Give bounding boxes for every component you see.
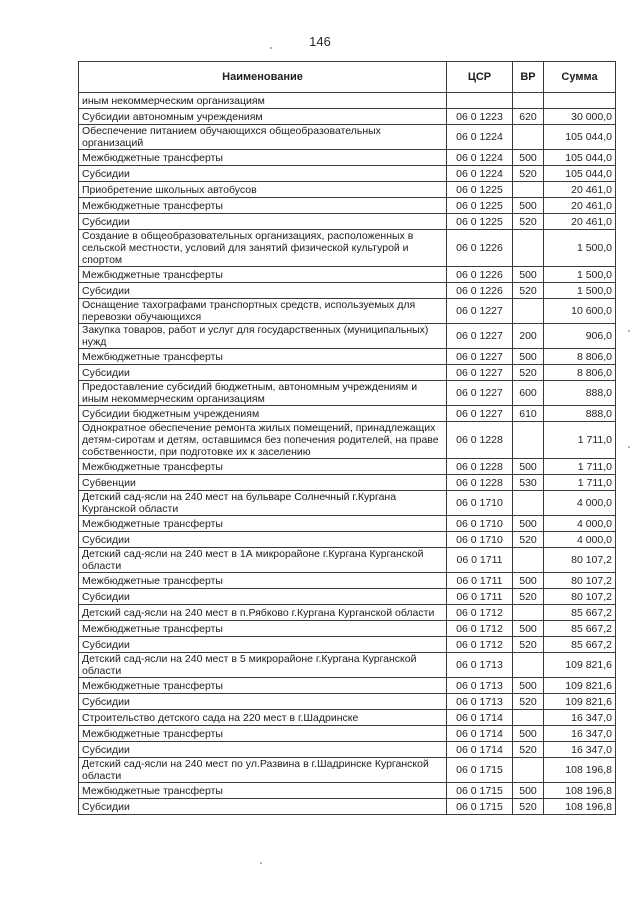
row-vr: 520 (513, 637, 544, 653)
table-row (79, 166, 616, 182)
row-vr (513, 548, 544, 573)
row-code: 06 0 1224 (447, 125, 513, 150)
row-sum: 1 711,0 (544, 459, 616, 475)
row-vr (513, 605, 544, 621)
row-sum: 105 044,0 (544, 125, 616, 150)
row-code: 06 0 1228 (447, 459, 513, 475)
row-name: Межбюджетные трансферты (79, 516, 447, 532)
row-name: Межбюджетные трансферты (79, 783, 447, 799)
row-name: Межбюджетные трансферты (79, 349, 447, 365)
row-name: Межбюджетные трансферты (79, 678, 447, 694)
table-row (79, 637, 616, 653)
scan-speck (260, 862, 262, 864)
row-sum: 105 044,0 (544, 166, 616, 182)
row-vr: 500 (513, 573, 544, 589)
row-code: 06 0 1715 (447, 758, 513, 783)
row-vr: 520 (513, 214, 544, 230)
row-name: Строительство детского сада на 220 мест в г.Шадринске (79, 710, 447, 726)
row-sum: 109 821,6 (544, 694, 616, 710)
row-code: 06 0 1228 (447, 422, 513, 459)
table-row (79, 381, 616, 406)
header-vr: ВР (513, 62, 544, 93)
row-vr: 200 (513, 324, 544, 349)
row-sum: 108 196,8 (544, 799, 616, 815)
row-vr: 500 (513, 516, 544, 532)
row-vr: 520 (513, 532, 544, 548)
table-row (79, 365, 616, 381)
row-vr (513, 93, 544, 109)
row-name: Детский сад-ясли на 240 мест в 1А микрорайоне г.Кургана Курганской области (79, 548, 447, 573)
row-vr (513, 422, 544, 459)
row-sum: 4 000,0 (544, 532, 616, 548)
table-header (79, 62, 616, 93)
table-row (79, 726, 616, 742)
row-name: Закупка товаров, работ и услуг для государственных (муниципальных) нужд (79, 324, 447, 349)
row-name: Однократное обеспечение ремонта жилых помещений, принадлежащих детям-сиротам и детям, оставшимся без попечения родителей, на праве собственности, при подготовке их к заселению (79, 422, 447, 459)
row-code: 06 0 1713 (447, 653, 513, 678)
row-sum: 906,0 (544, 324, 616, 349)
table-row (79, 653, 616, 678)
row-vr: 520 (513, 589, 544, 605)
table-row (79, 475, 616, 491)
row-sum: 1 500,0 (544, 267, 616, 283)
row-name: Субсидии (79, 214, 447, 230)
scan-speck (270, 47, 272, 49)
table-row (79, 349, 616, 365)
row-code: 06 0 1715 (447, 783, 513, 799)
row-vr: 500 (513, 783, 544, 799)
row-code: 06 0 1227 (447, 365, 513, 381)
row-sum: 8 806,0 (544, 349, 616, 365)
row-vr (513, 710, 544, 726)
row-vr: 520 (513, 694, 544, 710)
row-vr: 500 (513, 621, 544, 637)
table-row (79, 573, 616, 589)
row-sum: 20 461,0 (544, 182, 616, 198)
table-row (79, 621, 616, 637)
row-vr: 500 (513, 459, 544, 475)
row-sum: 16 347,0 (544, 726, 616, 742)
table-row (79, 198, 616, 214)
row-sum: 30 000,0 (544, 109, 616, 125)
row-vr: 500 (513, 267, 544, 283)
row-name: Субвенции (79, 475, 447, 491)
row-vr: 520 (513, 283, 544, 299)
row-name: Детский сад-ясли на 240 мест в 5 микрорайоне г.Кургана Курганской области (79, 653, 447, 678)
header-name: Наименование (79, 62, 447, 93)
header-code: ЦСР (447, 62, 513, 93)
row-sum: 888,0 (544, 381, 616, 406)
row-vr: 520 (513, 365, 544, 381)
row-sum: 1 711,0 (544, 475, 616, 491)
table-row (79, 109, 616, 125)
row-vr: 500 (513, 678, 544, 694)
row-sum: 80 107,2 (544, 589, 616, 605)
row-sum: 105 044,0 (544, 150, 616, 166)
row-code: 06 0 1224 (447, 150, 513, 166)
table-row (79, 532, 616, 548)
row-name: Межбюджетные трансферты (79, 726, 447, 742)
row-vr (513, 230, 544, 267)
table-row (79, 516, 616, 532)
row-code: 06 0 1227 (447, 324, 513, 349)
table-row (79, 799, 616, 815)
table-row (79, 324, 616, 349)
row-code: 06 0 1713 (447, 678, 513, 694)
row-vr (513, 182, 544, 198)
row-name: Субсидии (79, 799, 447, 815)
row-name: Субсидии (79, 532, 447, 548)
row-name: Субсидии (79, 283, 447, 299)
table-row (79, 694, 616, 710)
row-sum: 4 000,0 (544, 491, 616, 516)
row-sum: 16 347,0 (544, 742, 616, 758)
table-row (79, 710, 616, 726)
row-code: 06 0 1225 (447, 214, 513, 230)
row-vr: 610 (513, 406, 544, 422)
scan-speck (628, 446, 630, 448)
row-sum: 109 821,6 (544, 678, 616, 694)
row-name: Субсидии (79, 589, 447, 605)
row-name: Детский сад-ясли на 240 мест по ул.Развина в г.Шадринске Курганской области (79, 758, 447, 783)
scan-speck (628, 330, 630, 332)
table-row (79, 758, 616, 783)
row-code: 06 0 1227 (447, 349, 513, 365)
row-sum: 1 500,0 (544, 283, 616, 299)
table-row (79, 299, 616, 324)
row-code: 06 0 1710 (447, 532, 513, 548)
table-row (79, 605, 616, 621)
table-row (79, 491, 616, 516)
budget-table (78, 61, 616, 815)
row-code: 06 0 1711 (447, 548, 513, 573)
row-code: 06 0 1227 (447, 381, 513, 406)
row-name: Субсидии (79, 742, 447, 758)
row-name: Приобретение школьных автобусов (79, 182, 447, 198)
row-code: 06 0 1224 (447, 166, 513, 182)
row-vr (513, 125, 544, 150)
table-row (79, 267, 616, 283)
row-sum: 20 461,0 (544, 198, 616, 214)
row-sum: 10 600,0 (544, 299, 616, 324)
row-sum: 4 000,0 (544, 516, 616, 532)
row-name: Субсидии (79, 637, 447, 653)
table-row (79, 548, 616, 573)
row-sum: 16 347,0 (544, 710, 616, 726)
row-code: 06 0 1226 (447, 267, 513, 283)
table-row (79, 214, 616, 230)
row-name: Создание в общеобразовательных организациях, расположенных в сельской местности, условий для занятий физической культурой и спортом (79, 230, 447, 267)
row-vr (513, 299, 544, 324)
row-sum: 108 196,8 (544, 758, 616, 783)
row-name: Субсидии бюджетным учреждениям (79, 406, 447, 422)
table-row (79, 742, 616, 758)
row-code: 06 0 1225 (447, 182, 513, 198)
row-sum: 1 500,0 (544, 230, 616, 267)
row-sum: 20 461,0 (544, 214, 616, 230)
row-code: 06 0 1714 (447, 726, 513, 742)
row-code: 06 0 1710 (447, 491, 513, 516)
table-row (79, 150, 616, 166)
row-code: 06 0 1227 (447, 406, 513, 422)
row-name: Межбюджетные трансферты (79, 573, 447, 589)
row-code: 06 0 1225 (447, 198, 513, 214)
table-row (79, 283, 616, 299)
row-code: 06 0 1713 (447, 694, 513, 710)
table-row (79, 230, 616, 267)
row-sum: 80 107,2 (544, 573, 616, 589)
row-code: 06 0 1712 (447, 605, 513, 621)
row-name: Межбюджетные трансферты (79, 150, 447, 166)
row-name: Оснащение тахографами транспортных средств, используемых для перевозки обучающихся (79, 299, 447, 324)
row-code: 06 0 1226 (447, 230, 513, 267)
row-vr: 520 (513, 742, 544, 758)
header-row (79, 62, 616, 93)
table-row (79, 783, 616, 799)
row-sum (544, 93, 616, 109)
row-code (447, 93, 513, 109)
row-vr (513, 653, 544, 678)
row-vr: 500 (513, 150, 544, 166)
row-code: 06 0 1711 (447, 589, 513, 605)
header-sum: Сумма (544, 62, 616, 93)
row-code: 06 0 1714 (447, 742, 513, 758)
row-sum: 8 806,0 (544, 365, 616, 381)
row-name: Межбюджетные трансферты (79, 621, 447, 637)
table-row (79, 459, 616, 475)
row-vr: 500 (513, 198, 544, 214)
row-vr: 620 (513, 109, 544, 125)
row-name: Субсидии (79, 694, 447, 710)
row-code: 06 0 1710 (447, 516, 513, 532)
row-name: Детский сад-ясли на 240 мест на бульваре Солнечный г.Кургана Курганской области (79, 491, 447, 516)
row-vr: 500 (513, 349, 544, 365)
row-name: Субсидии автономным учреждениям (79, 109, 447, 125)
row-sum: 888,0 (544, 406, 616, 422)
page-number: 146 (309, 34, 331, 49)
row-name: Субсидии (79, 365, 447, 381)
table-row (79, 125, 616, 150)
row-vr: 520 (513, 799, 544, 815)
row-vr (513, 491, 544, 516)
row-sum: 85 667,2 (544, 637, 616, 653)
table-row (79, 422, 616, 459)
row-code: 06 0 1227 (447, 299, 513, 324)
row-vr: 530 (513, 475, 544, 491)
row-name: иным некоммерческим организациям (79, 93, 447, 109)
row-code: 06 0 1712 (447, 637, 513, 653)
row-vr: 600 (513, 381, 544, 406)
row-name: Межбюджетные трансферты (79, 459, 447, 475)
row-vr (513, 758, 544, 783)
row-sum: 109 821,6 (544, 653, 616, 678)
row-name: Детский сад-ясли на 240 мест в п.Рябково г.Кургана Курганской области (79, 605, 447, 621)
table-row (79, 589, 616, 605)
row-vr: 520 (513, 166, 544, 182)
row-code: 06 0 1711 (447, 573, 513, 589)
row-name: Предоставление субсидий бюджетным, автономным учреждениям и иным некоммерческим организациям (79, 381, 447, 406)
row-code: 06 0 1714 (447, 710, 513, 726)
table-row (79, 406, 616, 422)
row-name: Обеспечение питанием обучающихся общеобразовательных организаций (79, 125, 447, 150)
row-code: 06 0 1228 (447, 475, 513, 491)
table-row (79, 182, 616, 198)
table-row (79, 93, 616, 109)
table-body (79, 93, 616, 815)
row-name: Межбюджетные трансферты (79, 267, 447, 283)
table-row (79, 678, 616, 694)
row-code: 06 0 1712 (447, 621, 513, 637)
row-code: 06 0 1715 (447, 799, 513, 815)
row-sum: 108 196,8 (544, 783, 616, 799)
row-vr: 500 (513, 726, 544, 742)
row-sum: 85 667,2 (544, 621, 616, 637)
row-sum: 1 711,0 (544, 422, 616, 459)
row-sum: 80 107,2 (544, 548, 616, 573)
row-code: 06 0 1223 (447, 109, 513, 125)
row-sum: 85 667,2 (544, 605, 616, 621)
row-name: Субсидии (79, 166, 447, 182)
row-name: Межбюджетные трансферты (79, 198, 447, 214)
row-code: 06 0 1226 (447, 283, 513, 299)
